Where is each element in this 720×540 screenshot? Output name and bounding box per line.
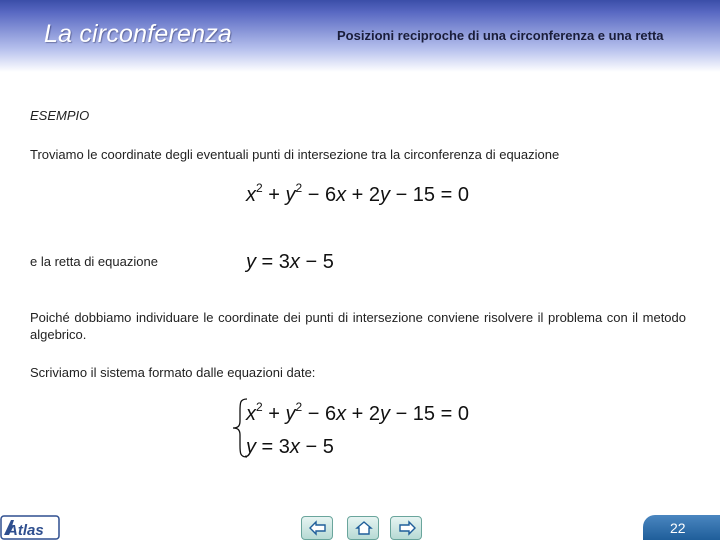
eq-var: x	[246, 184, 256, 206]
svg-text:Atlas: Atlas	[7, 522, 44, 539]
prev-slide-button[interactable]	[301, 516, 333, 540]
eq-var: x	[336, 403, 347, 425]
eq-op: +	[262, 184, 286, 206]
eq-exp: 2	[295, 400, 303, 414]
arrow-left-icon	[308, 520, 328, 536]
eq-var: y	[380, 184, 391, 206]
header-subtitle: Posizioni reciproche di una circonferenza e una retta	[337, 28, 664, 43]
arrow-right-icon	[397, 520, 417, 536]
eq-var: y	[285, 184, 296, 206]
eq-exp: 2	[295, 181, 303, 195]
eq-exp: 2	[256, 181, 263, 195]
circle-equation	[246, 181, 469, 207]
home-icon	[354, 520, 374, 536]
line-intro-text: e la retta di equazione	[30, 254, 158, 269]
eq-op: = 3	[256, 436, 290, 458]
eq-var: x	[289, 436, 300, 458]
eq-var: y	[246, 436, 256, 458]
method-paragraph: Poiché dobbiamo individuare le coordinate dei punti di intersezione conviene risolvere il problema con il metodo algebrico.	[30, 310, 686, 342]
page-number: 22	[670, 520, 686, 536]
eq-var: x	[336, 184, 347, 206]
eq-op: − 6	[302, 403, 337, 425]
eq-exp: 2	[256, 400, 263, 414]
eq-op: +	[262, 403, 286, 425]
eq-op: − 15 = 0	[390, 184, 469, 206]
next-slide-button[interactable]	[390, 516, 422, 540]
eq-op: = 3	[256, 251, 290, 273]
eq-op: − 15 = 0	[390, 403, 469, 425]
atlas-logo	[0, 515, 62, 540]
eq-op: − 6	[302, 184, 337, 206]
system-line-equation	[246, 436, 334, 459]
header-bar	[0, 0, 720, 72]
eq-var: x	[289, 251, 300, 273]
eq-op: + 2	[346, 184, 381, 206]
eq-var: y	[285, 403, 296, 425]
eq-op: − 5	[299, 436, 334, 458]
section-label: ESEMPIO	[30, 108, 90, 123]
eq-var: x	[246, 403, 256, 425]
system-circle-equation	[246, 400, 469, 426]
eq-var: y	[380, 403, 391, 425]
home-button[interactable]	[347, 516, 379, 540]
eq-var: y	[246, 251, 256, 273]
eq-op: + 2	[346, 403, 381, 425]
intro-text: Troviamo le coordinate degli eventuali punti di intersezione tra la circonferenza di equazione	[30, 147, 560, 162]
system-intro-text: Scriviamo il sistema formato dalle equazioni date:	[30, 365, 316, 380]
line-equation	[246, 251, 334, 274]
eq-op: − 5	[299, 251, 334, 273]
header-title: La circonferenza	[44, 20, 233, 48]
